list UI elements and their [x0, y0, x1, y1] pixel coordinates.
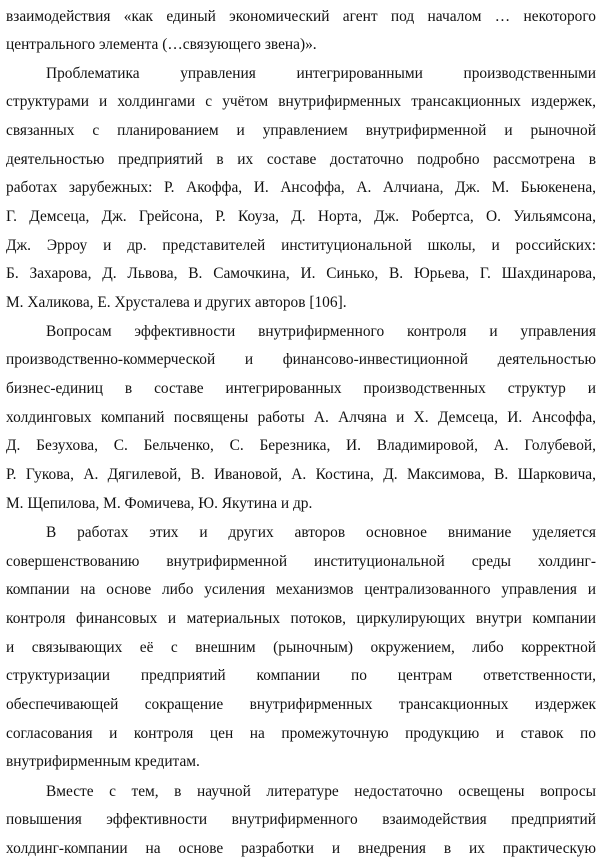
text-line: структуризации предприятий компании по центрам ответственности,: [6, 667, 596, 684]
text-line: компании на основе либо усиления механизмов централизованного управления и: [6, 581, 596, 598]
text-line: производственно-коммерческой и финансово-инвестиционной деятельностью: [6, 351, 596, 368]
text-line: бизнес-единиц в составе интегрированных производственных структур и: [6, 380, 596, 397]
text-line: М. Халикова, Е. Хрусталева и других авторов [106].: [6, 294, 347, 311]
text-line: Б. Захарова, Д. Львова, В. Самочкина, И. Синько, В. Юрьева, Г. Шахдинарова,: [6, 265, 596, 282]
document-page: [6, 0, 596, 865]
text-line: Дж. Эрроу и др. представителей институциональной школы, и российских:: [6, 237, 596, 254]
text-line: взаимодействия «как единый экономический агент под началом … некоторого: [6, 8, 596, 25]
text-line: обеспечивающей сокращение внутрифирменных трансакционных издержек: [6, 696, 596, 713]
text-line: структурами и холдингами с учётом внутрифирменных трансакционных издержек,: [6, 93, 596, 110]
text-line: контроля финансовых и материальных потоков, циркулирующих внутри компании: [6, 610, 596, 627]
text-line: В работах этих и других авторов основное внимание уделяется: [46, 524, 596, 541]
text-line: Вопросам эффективности внутрифирменного контроля и управления: [46, 323, 596, 340]
text-line: холдинг-компании на основе разработки и внедрения в их практическую: [6, 840, 596, 857]
text-line: центрального элемента (…связующего звена)».: [6, 36, 317, 53]
text-line: Р. Гукова, А. Дягилевой, В. Ивановой, А. Костина, Д. Максимова, В. Шарковича,: [6, 466, 596, 483]
text-line: и связывающих её с внешним (рыночным) окружением, либо корректной: [6, 639, 596, 656]
text-line: Проблематика управления интегрированными производственными: [46, 65, 596, 82]
text-line: холдинговых компаний посвящены работы А. Алчяна и Х. Демсеца, И. Ансоффа,: [6, 409, 596, 426]
text-line: М. Щепилова, М. Фомичева, Ю. Якутина и др.: [6, 495, 313, 512]
text-line: Д. Безухова, С. Бельченко, С. Березника, И. Владимировой, А. Голубевой,: [6, 437, 596, 454]
text-line: Вместе с тем, в научной литературе недостаточно освещены вопросы: [46, 783, 596, 800]
text-line: работах зарубежных: Р. Акоффа, И. Ансоффа, А. Алчиана, Дж. М. Бьюкенена,: [6, 179, 596, 196]
text-line: совершенствованию внутрифирменной институциональной среды холдинг-: [6, 553, 596, 570]
text-line: связанных с планированием и управлением внутрифирменной и рыночной: [6, 122, 596, 139]
text-line: внутрифирменным кредитам.: [6, 753, 200, 770]
text-line: деятельностью предприятий в их составе достаточно подробно рассмотрена в: [6, 151, 596, 168]
text-line: согласования и контроля цен на промежуточную продукцию и ставок по: [6, 725, 596, 742]
text-line: повышения эффективности внутрифирменного взаимодействия предприятий: [6, 811, 596, 828]
text-line: Г. Демсеца, Дж. Грейсона, Р. Коуза, Д. Норта, Дж. Робертса, О. Уильямсона,: [6, 208, 596, 225]
